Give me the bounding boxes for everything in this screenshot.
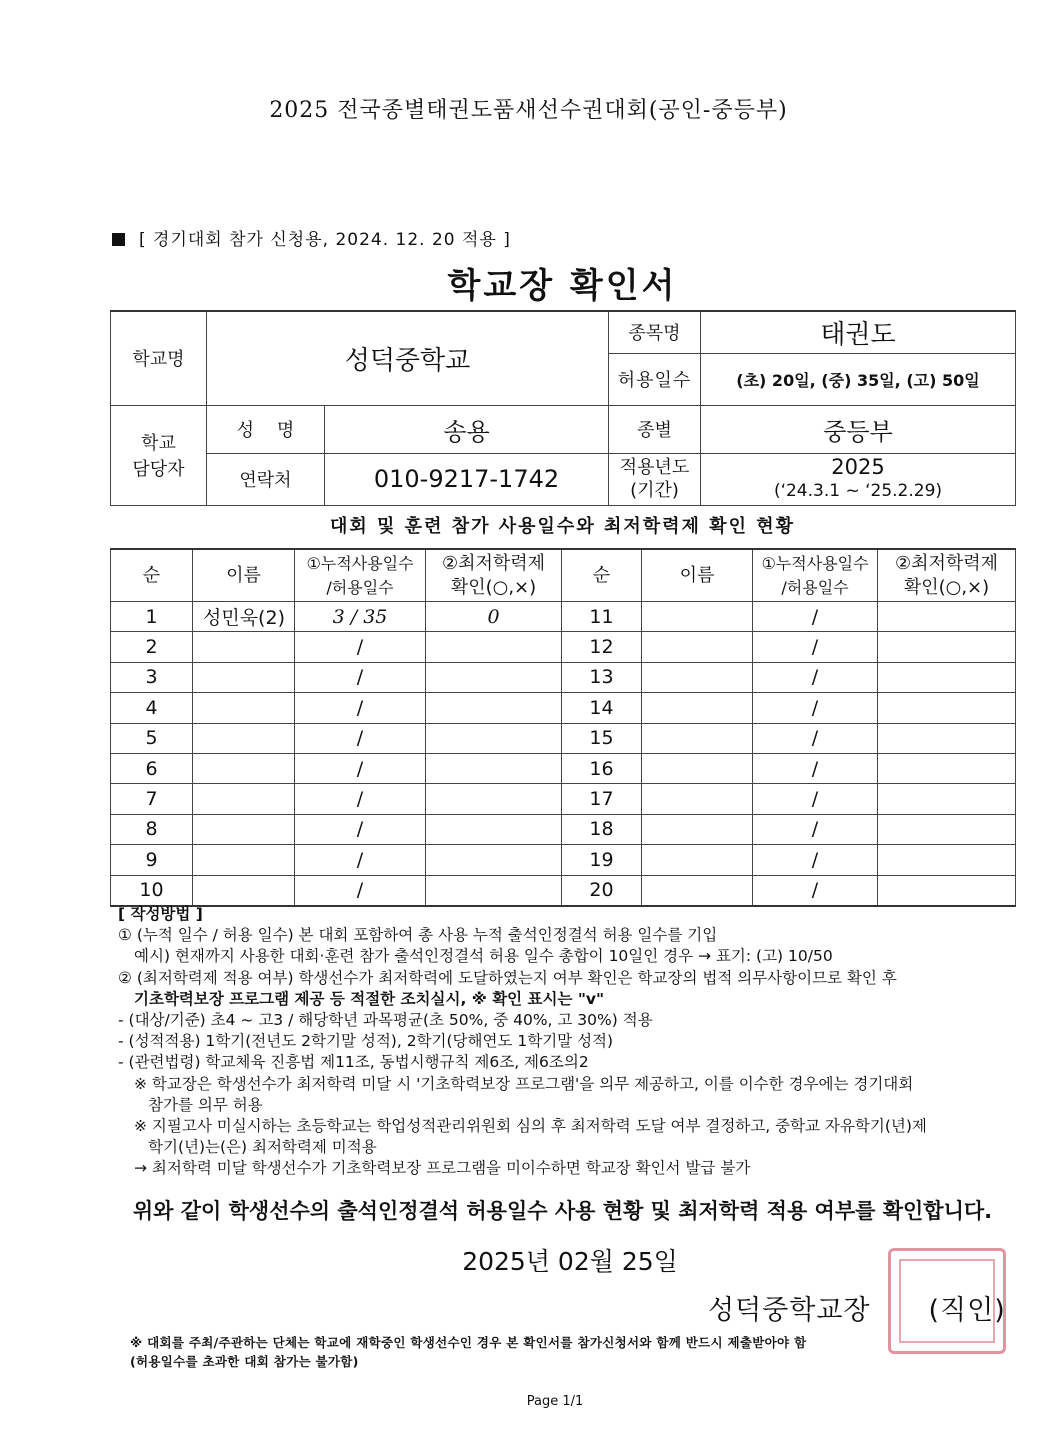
year-label-line1: 적용년도	[619, 457, 690, 478]
row-no: 17	[562, 784, 642, 814]
info-row	[111, 405, 1016, 453]
row-days: /	[753, 662, 878, 692]
sport-value: 태권도	[701, 311, 1016, 353]
row-days: /	[295, 875, 426, 906]
row-name	[642, 875, 753, 906]
table-row	[111, 753, 1016, 783]
year-label-line2: (기간)	[630, 480, 679, 501]
row-no: 10	[111, 875, 193, 906]
year-value: 2025	[831, 455, 885, 479]
row-days: /	[295, 784, 426, 814]
row-days: /	[753, 602, 878, 632]
table-row	[111, 693, 1016, 723]
row-name	[642, 814, 753, 844]
sport-label: 종목명	[609, 311, 701, 353]
method-line: - (성적적용) 1학기(전년도 2학기말 성적), 2학기(당해연도 1학기말 성적)	[118, 1032, 614, 1051]
row-no: 4	[111, 693, 193, 723]
row-check	[426, 693, 562, 723]
method-line: ※ 지필고사 미실시하는 초등학교는 학업성적관리위원회 심의 후 최저학력 도달 여부 결정하고, 중학교 자유학기(년)제	[134, 1117, 927, 1136]
row-no: 13	[562, 662, 642, 692]
row-check	[426, 632, 562, 662]
name-header: 이름	[193, 549, 295, 602]
info-row	[111, 453, 1016, 505]
row-check	[878, 693, 1016, 723]
days-header-line1: ①누적사용일수	[306, 553, 414, 573]
row-name	[193, 784, 295, 814]
name-label: 성 명	[207, 405, 325, 453]
row-days: /	[753, 875, 878, 906]
row-name	[193, 845, 295, 875]
footnote-line1: ※ 대회를 주최/주관하는 단체는 학교에 재학중인 학생선수인 경우 본 확인서를 참가신청서와 함께 반드시 제출받아야 함	[130, 1335, 807, 1350]
row-check	[426, 875, 562, 906]
row-name	[642, 723, 753, 753]
row-days: /	[753, 845, 878, 875]
check-header-line1: ②최저학력제	[441, 552, 546, 574]
method-line: 학기(년)는(은) 최저학력제 미적용	[148, 1138, 377, 1157]
row-days: /	[295, 693, 426, 723]
method-line: 기초학력보장 프로그램 제공 등 적절한 조치실시, ※ 확인 표시는 "v"	[134, 989, 605, 1008]
method-line: ※ 학교장은 학생선수가 최저학력 미달 시 '기초학력보장 프로그램'을 의무 제공하고, 이를 이수한 경우에는 경기대회	[134, 1074, 914, 1093]
row-check	[878, 602, 1016, 632]
name-value: 송용	[325, 405, 609, 453]
school-name: 성덕중학교	[207, 311, 609, 405]
row-days: /	[753, 693, 878, 723]
principal-name: 성덕중학교장	[708, 1295, 871, 1326]
allowed-days-label: 허용일수	[609, 353, 701, 405]
check-header-line2: 확인(○,×)	[450, 576, 537, 598]
row-days: /	[295, 632, 426, 662]
row-no: 19	[562, 845, 642, 875]
days-header	[753, 549, 878, 602]
seq-header: 순	[562, 549, 642, 602]
method-heading: [ 작성방법 ]	[118, 905, 203, 923]
row-days: /	[753, 723, 878, 753]
row-days: 3 / 35	[295, 602, 426, 632]
staff-label	[111, 405, 207, 505]
table-row	[111, 662, 1016, 692]
footnote-line2: (허용일수를 초과한 대회 참가는 불가함)	[130, 1354, 359, 1369]
row-no: 16	[562, 753, 642, 783]
check-header	[426, 549, 562, 602]
row-no: 9	[111, 845, 193, 875]
row-days: /	[295, 723, 426, 753]
event-title: 2025 전국종별태권도품새선수권대회(공인-중등부)	[269, 98, 788, 123]
row-days: /	[295, 814, 426, 844]
row-check	[426, 845, 562, 875]
period-value: (‘24.3.1 ~ ‘25.2.29)	[773, 481, 943, 501]
row-check	[878, 723, 1016, 753]
method-line: - (대상/기준) 초4 ~ 고3 / 해당학년 과목평균(초 50%, 중 40%, 고 30%) 적용	[118, 1011, 653, 1030]
division-value: 중등부	[701, 405, 1016, 453]
row-no: 12	[562, 632, 642, 662]
days-header-line2: /허용일수	[781, 577, 849, 597]
row-name	[193, 693, 295, 723]
row-no: 3	[111, 662, 193, 692]
division-label: 종별	[609, 405, 701, 453]
allowed-days-value: (초) 20일, (중) 35일, (고) 50일	[701, 353, 1016, 405]
row-check	[878, 845, 1016, 875]
row-name	[642, 602, 753, 632]
contact-label: 연락처	[207, 453, 325, 505]
row-name	[642, 753, 753, 783]
row-no: 18	[562, 814, 642, 844]
row-name	[193, 814, 295, 844]
seal-text: (직인)	[928, 1295, 1006, 1326]
confirmation-statement: 위와 같이 학생선수의 출석인정결석 허용일수 사용 현황 및 최저학력 적용 여부를 확인합니다.	[132, 1199, 993, 1223]
row-days: /	[753, 753, 878, 783]
name-header: 이름	[642, 549, 753, 602]
row-no: 14	[562, 693, 642, 723]
application-note	[112, 225, 511, 250]
row-name	[193, 753, 295, 783]
contact-value: 010-9217-1742	[325, 453, 609, 505]
row-check	[878, 784, 1016, 814]
school-info-table	[110, 310, 1016, 506]
row-days: /	[295, 662, 426, 692]
check-header-line1: ②최저학력제	[894, 552, 999, 574]
seq-header: 순	[111, 549, 193, 602]
check-header-line2: 확인(○,×)	[903, 576, 990, 598]
row-name	[642, 784, 753, 814]
row-check	[426, 784, 562, 814]
year-cell	[701, 453, 1016, 505]
year-label	[609, 453, 701, 505]
method-line: 예시) 현재까지 사용한 대회·훈련 참가 출석인정결석 허용 일수 총합이 10일인 경우 → 표기: (고) 10/50	[134, 947, 833, 966]
status-heading: 대회 및 훈련 참가 사용일수와 최저학력제 확인 현황	[329, 516, 795, 537]
row-no: 6	[111, 753, 193, 783]
row-name	[193, 875, 295, 906]
page-number: Page 1/1	[526, 1394, 584, 1409]
row-check	[426, 753, 562, 783]
method-line: 참가를 의무 허용	[148, 1095, 263, 1114]
square-bullet-icon	[112, 233, 125, 246]
row-no: 2	[111, 632, 193, 662]
staff-label-line2: 담당자	[132, 459, 185, 480]
principal-signature	[708, 1288, 1006, 1327]
table-header-row	[111, 549, 1016, 602]
row-no: 11	[562, 602, 642, 632]
row-name	[642, 662, 753, 692]
table-row	[111, 845, 1016, 875]
footnote	[130, 1333, 806, 1371]
row-name	[642, 632, 753, 662]
row-no: 1	[111, 602, 193, 632]
method-line: ② (최저학력제 적용 여부) 학생선수가 최저학력에 도달하였는지 여부 확인은 학교장의 법적 의무사항이므로 확인 후	[118, 968, 897, 987]
row-check	[878, 632, 1016, 662]
row-days: /	[753, 784, 878, 814]
method-line: → 최저학력 미달 학생선수가 기초학력보장 프로그램을 미이수하면 학교장 확인서 발급 불가	[134, 1159, 751, 1178]
row-no: 5	[111, 723, 193, 753]
row-days: /	[753, 632, 878, 662]
table-row	[111, 723, 1016, 753]
table-row	[111, 814, 1016, 844]
row-check	[878, 875, 1016, 906]
days-header	[295, 549, 426, 602]
row-check	[878, 662, 1016, 692]
row-name: 성민욱(2)	[193, 602, 295, 632]
info-row	[111, 311, 1016, 353]
row-name	[193, 662, 295, 692]
row-name	[642, 845, 753, 875]
row-check	[426, 723, 562, 753]
document-title: 학교장 확인서	[447, 266, 678, 306]
row-name	[642, 693, 753, 723]
table-row	[111, 784, 1016, 814]
row-check	[878, 753, 1016, 783]
row-days: /	[753, 814, 878, 844]
days-header-line1: ①누적사용일수	[761, 553, 869, 573]
row-no: 7	[111, 784, 193, 814]
staff-label-line1: 학교	[141, 433, 176, 454]
row-no: 8	[111, 814, 193, 844]
row-check	[426, 814, 562, 844]
days-header-line2: /허용일수	[326, 577, 394, 597]
usage-status-table	[110, 548, 1016, 907]
row-check: 0	[426, 602, 562, 632]
table-row	[111, 602, 1016, 632]
row-check	[878, 814, 1016, 844]
row-name	[193, 723, 295, 753]
issue-date: 2025년 02월 25일	[462, 1247, 678, 1276]
method-line: ① (누적 일수 / 허용 일수) 본 대회 포함하여 총 사용 누적 출석인정결석 허용 일수를 기입	[118, 926, 718, 945]
table-row	[111, 875, 1016, 906]
row-name	[193, 632, 295, 662]
row-no: 15	[562, 723, 642, 753]
check-header	[878, 549, 1016, 602]
row-check	[426, 662, 562, 692]
table-row	[111, 632, 1016, 662]
row-days: /	[295, 845, 426, 875]
writing-method	[118, 904, 1028, 1180]
row-no: 20	[562, 875, 642, 906]
school-label: 학교명	[111, 311, 207, 405]
row-days: /	[295, 753, 426, 783]
method-line: - (관련법령) 학교체육 진흥법 제11조, 동법시행규칙 제6조, 제6조의2	[118, 1053, 589, 1072]
application-note-text: [ 경기대회 참가 신청용, 2024. 12. 20 적용 ]	[139, 230, 511, 250]
